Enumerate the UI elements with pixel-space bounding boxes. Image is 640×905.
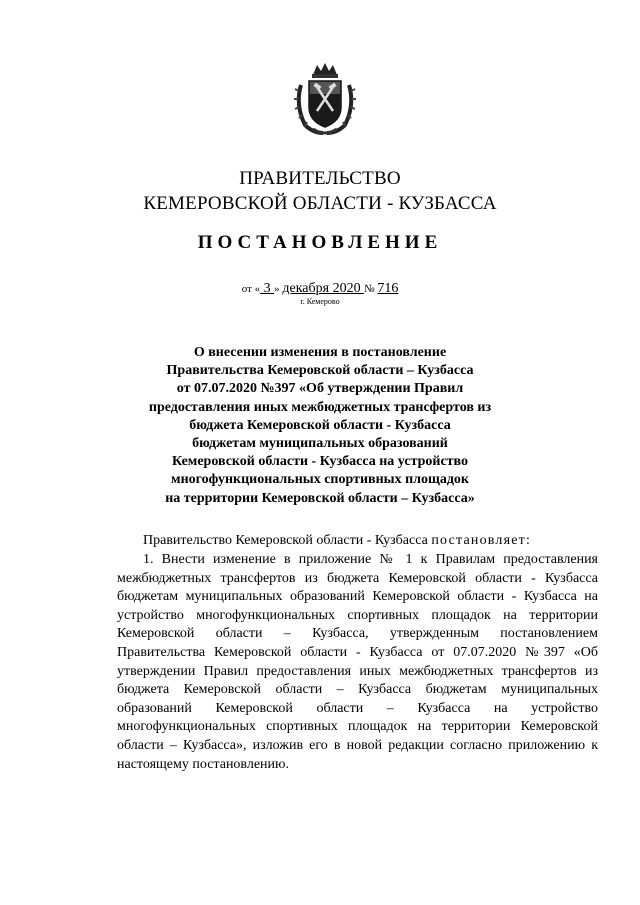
date-mid: » [274, 283, 283, 295]
body-line: образований Кемеровской области – Кузбасса на устройство [117, 700, 598, 716]
body-line: многофункциональных спортивных площадок на территории Кемеровской [117, 719, 598, 735]
body-line: бюджетам муниципальных образований Кемеровской области - Кузбасса на [117, 589, 598, 605]
city: г. Кемерово [300, 297, 340, 306]
document-title [120, 344, 520, 508]
body-line: Правительства Кемеровской области - Кузбасса от 07.07.2020 №397 «Об [117, 644, 598, 660]
intro-paragraph [143, 533, 531, 549]
body-line: области – Кузбасса», изложив его в новой редакции согласно приложению к [117, 737, 598, 753]
document-number: 716 [377, 281, 399, 296]
intro-verb: постановляет: [431, 533, 532, 548]
date-day: 3 [260, 281, 275, 296]
org-name-line-2: КЕМЕРОВСКОЙ ОБЛАСТИ - КУЗБАССА [143, 193, 497, 214]
document-type: ПОСТАНОВЛЕНИЕ [197, 232, 443, 253]
intro-text: Правительство Кемеровской области - Кузбасса [143, 533, 432, 548]
body-line: устройство многофункциональных спортивных площадок на территории [117, 607, 598, 623]
body-line: утверждении Правил предоставления иных межбюджетных трансфертов из [117, 663, 598, 679]
title-line: О внесении изменения в постановление [193, 345, 447, 360]
body-line: настоящему постановлению. [117, 756, 289, 772]
title-line: бюджета Кемеровской области - Кузбасса [189, 417, 451, 433]
date-month-year: декабря 2020 [282, 281, 365, 296]
date-line [0, 281, 640, 297]
title-line: на территории Кемеровской области – Кузбасса» [165, 490, 475, 506]
org-name-line-1: ПРАВИТЕЛЬСТВО [239, 168, 401, 189]
number-sign: № [364, 283, 378, 295]
body-line: бюджета Кемеровской области – Кузбасса бюджетам муниципальных [117, 682, 598, 698]
date-prefix: от « [241, 283, 261, 295]
body-line: Кемеровской области – Кузбасса, утвержденным постановлением [117, 626, 598, 642]
title-line: бюджетам муниципальных образований [192, 436, 448, 452]
title-line: многофункциональных спортивных площадок [171, 472, 469, 488]
body-paragraph [117, 551, 598, 774]
body-line: 1. Внести изменение в приложение № 1 к Правилам предоставления [143, 552, 598, 567]
title-line: Правительства Кемеровской области – Кузбасса [166, 363, 474, 379]
body-line: межбюджетных трансфертов из бюджета Кемеровской области - Кузбасса [117, 570, 598, 586]
title-line: предоставления иных межбюджетных трансфертов из [148, 399, 492, 415]
coat-of-arms-icon [293, 61, 357, 137]
title-line: от 07.07.2020 №397 «Об утверждении Правил [176, 381, 464, 397]
title-line: Кемеровской области - Кузбасса на устройство [171, 454, 469, 470]
